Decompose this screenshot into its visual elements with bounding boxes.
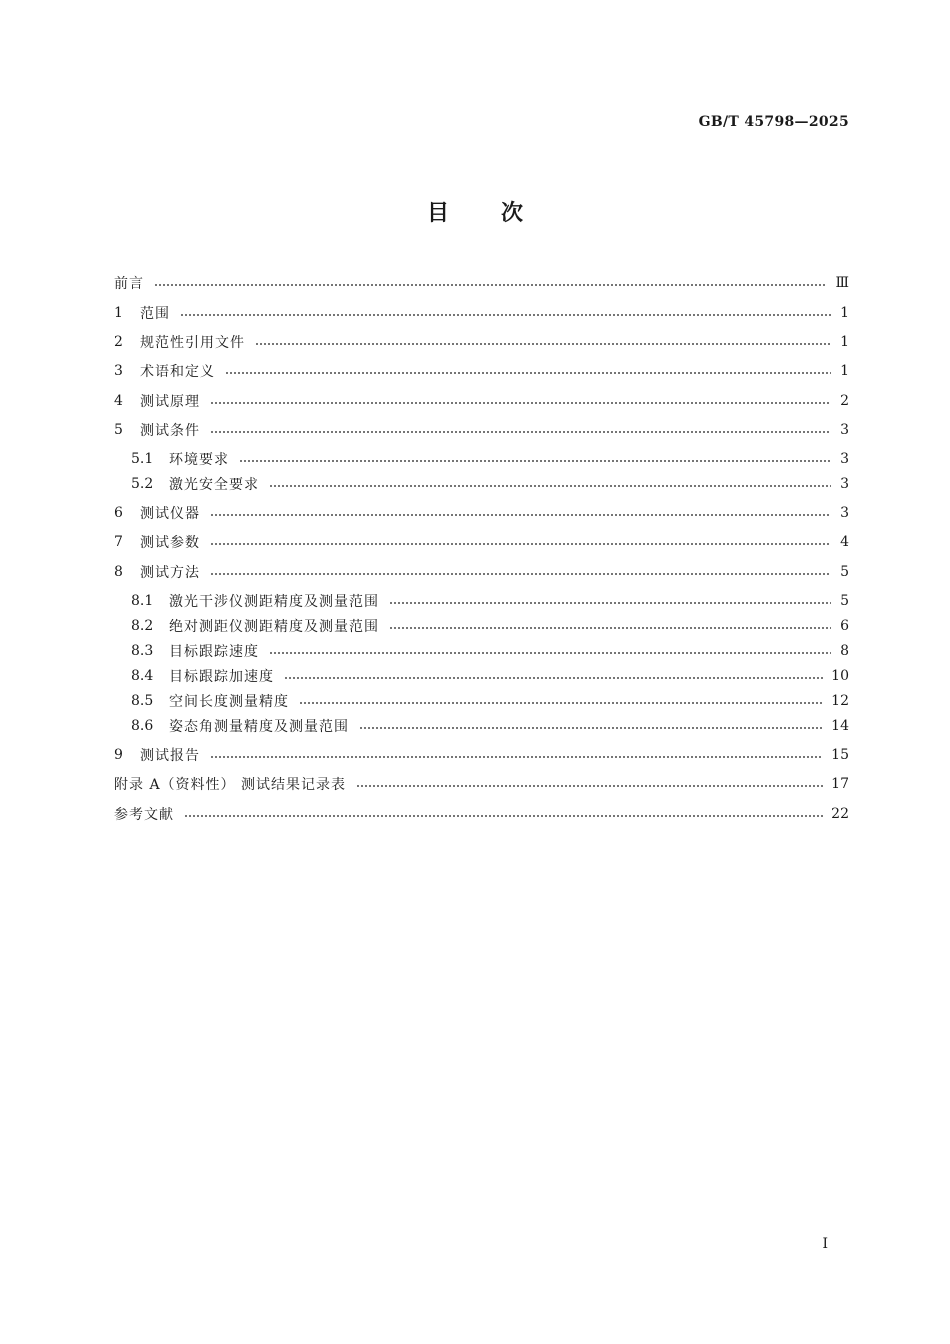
toc-entry-8-1[interactable]	[131, 590, 849, 612]
toc-entry-number: 8	[114, 564, 123, 580]
toc-entry-number: 5	[114, 422, 123, 438]
toc-entry-annex-a[interactable]	[114, 773, 849, 795]
toc-entry-8-3[interactable]	[131, 640, 849, 662]
toc-entry-foreword[interactable]	[114, 272, 849, 294]
toc-entry-title: 绝对测距仪测距精度及测量范围	[169, 619, 379, 635]
dot-leader	[210, 431, 831, 433]
dot-leader	[184, 815, 823, 817]
toc-entry-5-1[interactable]	[131, 448, 849, 470]
toc-entry-title: 空间长度测量精度	[169, 694, 289, 710]
toc-entry-title: 前言	[114, 276, 144, 292]
toc-entry-4[interactable]	[114, 390, 849, 412]
toc-entry-number: 8.1	[131, 593, 154, 609]
page-title: 目次	[426, 201, 575, 226]
toc-entry-9[interactable]	[114, 744, 849, 766]
dot-leader	[389, 627, 831, 629]
toc-entry-page: 1	[840, 305, 849, 321]
dot-leader	[210, 543, 831, 545]
toc-entry-number: 8.2	[131, 618, 154, 634]
dot-leader	[299, 702, 823, 704]
toc-entry-title: 激光安全要求	[169, 477, 259, 493]
toc-entry-page: 22	[831, 806, 849, 822]
toc-entry-title: 附录 A（资料性） 测试结果记录表	[114, 777, 347, 793]
toc-entry-page: 2	[840, 393, 849, 409]
dot-leader	[269, 485, 831, 487]
toc-entry-page: Ⅲ	[835, 275, 849, 291]
toc-entry-number: 2	[114, 334, 123, 350]
toc-entry-3[interactable]	[114, 360, 849, 382]
toc-entry-page: 8	[840, 643, 849, 659]
toc-entry-title: 测试原理	[140, 394, 200, 410]
toc-entry-8[interactable]	[114, 561, 849, 583]
toc-entry-title: 姿态角测量精度及测量范围	[169, 719, 349, 735]
toc-entry-number: 7	[114, 534, 123, 550]
toc-entry-title: 参考文献	[114, 807, 174, 823]
toc-entry-page: 3	[840, 451, 849, 467]
toc-entry-page: 15	[831, 747, 849, 763]
toc-entry-title: 目标跟踪速度	[169, 644, 259, 660]
dot-leader	[255, 343, 831, 345]
toc-entry-title: 目标跟踪加速度	[169, 669, 274, 685]
dot-leader	[359, 727, 823, 729]
dot-leader	[225, 372, 831, 374]
dot-leader	[210, 756, 823, 758]
toc-entry-title: 环境要求	[169, 452, 229, 468]
toc-entry-number: 5.1	[131, 451, 154, 467]
dot-leader	[356, 785, 823, 787]
toc-entry-title: 测试条件	[140, 423, 200, 439]
toc-entry-8-5[interactable]	[131, 690, 849, 712]
toc-entry-8-4[interactable]	[131, 665, 849, 687]
toc-entry-page: 5	[840, 564, 849, 580]
toc-entry-title: 测试参数	[140, 535, 200, 551]
toc-entry-page: 3	[840, 422, 849, 438]
toc-entry-5[interactable]	[114, 419, 849, 441]
dot-leader	[210, 573, 831, 575]
toc-entry-number: 3	[114, 363, 123, 379]
toc-entry-page: 14	[831, 718, 849, 734]
toc-entry-8-6[interactable]	[131, 715, 849, 737]
toc-entry-number: 4	[114, 393, 123, 409]
dot-leader	[154, 284, 827, 286]
dot-leader	[210, 402, 831, 404]
toc-entry-number: 8.6	[131, 718, 154, 734]
toc-entry-title: 测试报告	[140, 748, 200, 764]
toc-entry-number: 9	[114, 747, 123, 763]
dot-leader	[284, 677, 823, 679]
toc-entry-page: 1	[840, 363, 849, 379]
dot-leader	[210, 514, 831, 516]
toc-entry-page: 17	[831, 776, 849, 792]
toc-entry-page: 3	[840, 505, 849, 521]
toc-entry-2[interactable]	[114, 331, 849, 353]
toc-entry-number: 8.3	[131, 643, 154, 659]
toc-entry-page: 10	[831, 668, 849, 684]
toc-entry-bibliography[interactable]	[114, 803, 849, 825]
toc-entry-title: 范围	[140, 306, 170, 322]
toc-entry-title: 规范性引用文件	[140, 335, 245, 351]
dot-leader	[239, 460, 831, 462]
toc-entry-page: 5	[840, 593, 849, 609]
dot-leader	[180, 314, 831, 316]
toc-entry-page: 3	[840, 476, 849, 492]
toc-entry-page: 12	[831, 693, 849, 709]
dot-leader	[269, 652, 831, 654]
toc-entry-5-2[interactable]	[131, 473, 849, 495]
toc-entry-6[interactable]	[114, 502, 849, 524]
toc-entry-8-2[interactable]	[131, 615, 849, 637]
toc-entry-page: 4	[840, 534, 849, 550]
standard-number: GB/T 45798—2025	[698, 114, 849, 130]
toc-entry-title: 测试方法	[140, 565, 200, 581]
toc-entry-number: 1	[114, 305, 123, 321]
toc-entry-number: 5.2	[131, 476, 154, 492]
toc-entry-1[interactable]	[114, 302, 849, 324]
toc-entry-page: 1	[840, 334, 849, 350]
toc-entry-title: 激光干涉仪测距精度及测量范围	[169, 594, 379, 610]
toc-entry-title: 测试仪器	[140, 506, 200, 522]
dot-leader	[389, 602, 831, 604]
toc-entry-title: 术语和定义	[140, 364, 215, 380]
toc-entry-number: 8.4	[131, 668, 154, 684]
toc-entry-page: 6	[840, 618, 849, 634]
toc-entry-number: 6	[114, 505, 123, 521]
page-number: Ⅰ	[822, 1236, 828, 1252]
toc-entry-number: 8.5	[131, 693, 154, 709]
toc-entry-7[interactable]	[114, 531, 849, 553]
